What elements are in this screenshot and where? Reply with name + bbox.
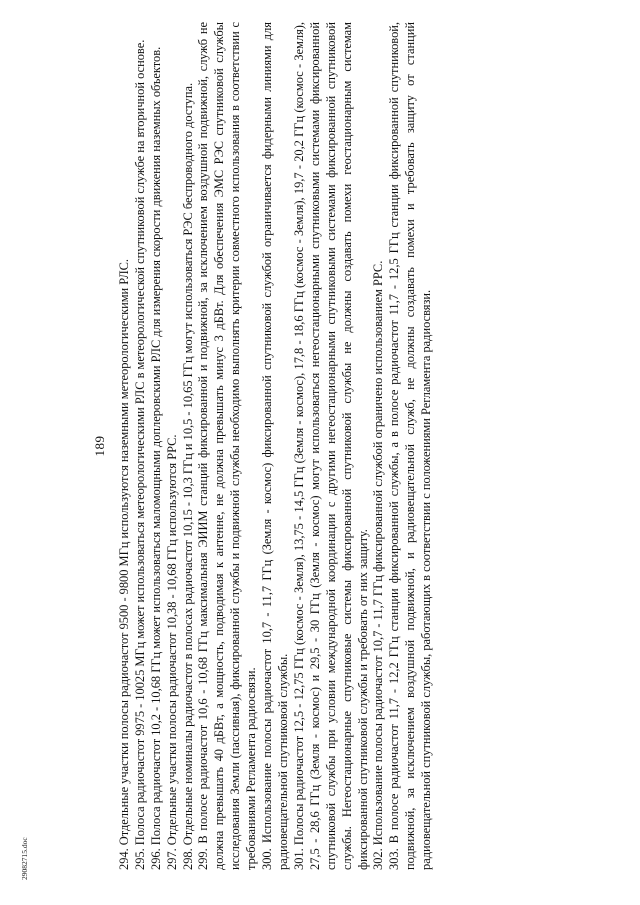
rotated-text-area [92, 22, 560, 870]
paragraph-296: 296. Полоса радиочастот 10,2 - 10,68 ГГц может использоваться маломощными доплеровскими РЛС для измерения скорости движения наземных объектов. [148, 46, 163, 870]
file-code: 29082715.doc [20, 837, 29, 880]
paragraph-294: 294. Отдельные участки полосы радиочастот 9500 - 9800 МГц используются наземными метеорологическими РЛС. [116, 258, 131, 870]
paragraph-300: 300. Использование полосы радиочастот 10,7 - 11,7 ГГц (Земля - космос) фиксированной спутниковой службой ограничивается фидерными линиями для радиовещательной спутниковой службы. [260, 22, 290, 870]
paragraph-299: 299. В полосе радиочастот 10,6 - 10,68 ГГц максимальная ЭИИМ станций фиксированной и подвижной, за исключением воздушной подвижной, служб не должна превышать 40 дБВт, а мощность, подводимая к антенне, не должна превышать минус 3 дБВт. Для обеспечения ЭМС РЭС спутниковой службы исследования Земли (пассивная), фиксированной службы и подвижной службы необходимо выполнять критерии совместного использования в соответствии с требованиями Регламента радиосвязи. [196, 22, 259, 870]
paragraph-295: 295. Полоса радиочастот 9975 - 10025 МГц может использоваться метеорологическими РЛС в метеорологической спутниковой службе на вторичной основе. [132, 39, 147, 870]
paragraph-303: 303. В полосе радиочастот 11,7 - 12,2 ГГц станции фиксированной службы, а в полосе радиочастот 11,7 - 12,5 ГГц станции фиксированной спутниковой, подвижной, за исключением воздушной подвижной, и радиовещательной служб, не должны создавать помехи и требовать защиту от станций радиовещательной спутниковой службы, работающих в соответствии с положениями Регламента радиосвязи. [387, 22, 434, 870]
file-code-footer [20, 790, 32, 880]
paragraph-298: 298. Отдельные номиналы радиочастот в полосах радиочастот 10,15 - 10,3 ГГц и 10,5 - 10,65 ГГц могут использоваться РЭС беспроводного доступа. [180, 82, 195, 870]
paragraph-302: 302. Использование полосы радиочастот 10,7 - 11,7 ГГц фиксированной службой ограничено использованием РРС. [371, 260, 386, 870]
paragraph-297: 297. Отдельные участки полосы радиочастот 10,38 - 10,68 ГГц используются РРС. [164, 434, 179, 870]
paragraph-301: 301. Полосы радиочастот 12,5 - 12,75 ГГц (космос - Земля), 13,75 - 14,5 ГГц (Земля - космос), 17,8 - 18,6 ГГц (космос - Земля), 19,7 - 20,2 ГГц (космос - Земля), 27,5 - 28,6 ГГц (Земля - космос) и 29,5 - 30 ГГц (Земля - космос) могут использоваться негеостационарными спутниковыми системами фиксированной спутниковой службы при условии международной координации с другими негеостационарными спутниковыми системами фиксированной спутниковой службы. Негеостационарные спутниковые системы фиксированной спутниковой службы не должны создавать помехи геостационарным системам фиксированной спутниковой службы и требовать от них защиту. [291, 22, 370, 870]
page-body [92, 22, 560, 870]
page-number: 189 [92, 435, 107, 457]
